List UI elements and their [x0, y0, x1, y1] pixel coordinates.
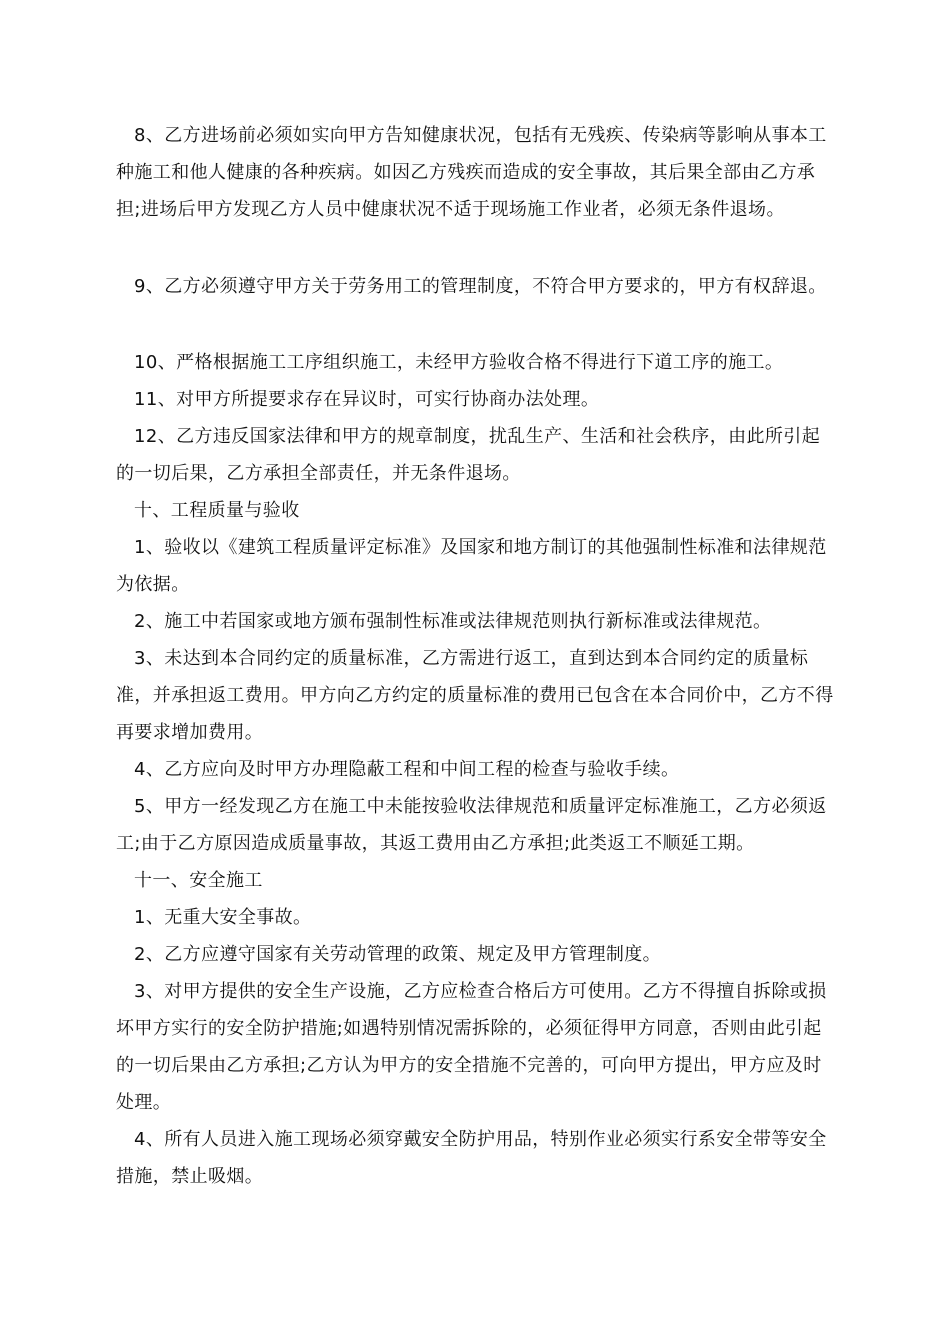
safety-clause-1: 1、无重大安全事故。 [134, 907, 312, 928]
section-heading-quality: 十、工程质量与验收 [134, 500, 300, 521]
safety-clause-3: 3、对甲方提供的安全生产设施，乙方应检查合格后方可使用。乙方不得擅自拆除或损坏甲方实行的安全防护措施;如遇特别情况需拆除的，必须征得甲方同意，否则由此引起的一切后果由乙方承担;乙方认为甲方的安全措施不完善的，可向甲方提出，甲方应及时处理。 [116, 981, 827, 1113]
safety-clause-2: 2、乙方应遵守国家有关劳动管理的政策、规定及甲方管理制度。 [134, 944, 662, 965]
quality-clause-2: 2、施工中若国家或地方颁布强制性标准或法律规范则执行新标准或法律规范。 [134, 611, 772, 632]
clause-10: 10、严格根据施工工序组织施工，未经甲方验收合格不得进行下道工序的施工。 [134, 352, 784, 373]
clause-8: 8、乙方进场前必须如实向甲方告知健康状况，包括有无残疾、传染病等影响从事本工种施工和他人健康的各种疾病。如因乙方残疾而造成的安全事故，其后果全部由乙方承担;进场后甲方发现乙方人员中健康状况不适于现场施工作业者，必须无条件退场。 [116, 125, 827, 220]
quality-clause-3: 3、未达到本合同约定的质量标准，乙方需进行返工，直到达到本合同约定的质量标准，并承担返工费用。甲方向乙方约定的质量标准的费用已包含在本合同价中，乙方不得再要求增加费用。 [116, 648, 834, 743]
section-heading-safety: 十一、安全施工 [134, 870, 263, 891]
safety-clause-4: 4、所有人员进入施工现场必须穿戴安全防护用品，特别作业必须实行系安全带等安全措施，禁止吸烟。 [116, 1129, 827, 1187]
quality-clause-5: 5、甲方一经发现乙方在施工中未能按验收法律规范和质量评定标准施工，乙方必须返工;由于乙方原因造成质量事故，其返工费用由乙方承担;此类返工不顺延工期。 [116, 796, 827, 854]
quality-clause-4: 4、乙方应向及时甲方办理隐蔽工程和中间工程的检查与验收手续。 [134, 759, 680, 780]
clause-12: 12、乙方违反国家法律和甲方的规章制度，扰乱生产、生活和社会秩序，由此所引起的一切后果，乙方承担全部责任，并无条件退场。 [116, 426, 821, 484]
clause-11: 11、对甲方所提要求存在异议时，可实行协商办法处理。 [134, 389, 600, 410]
quality-clause-1: 1、验收以《建筑工程质量评定标准》及国家和地方制订的其他强制性标准和法律规范为依据。 [116, 537, 827, 595]
clause-9: 9、乙方必须遵守甲方关于劳务用工的管理制度，不符合甲方要求的，甲方有权辞退。 [134, 276, 827, 297]
